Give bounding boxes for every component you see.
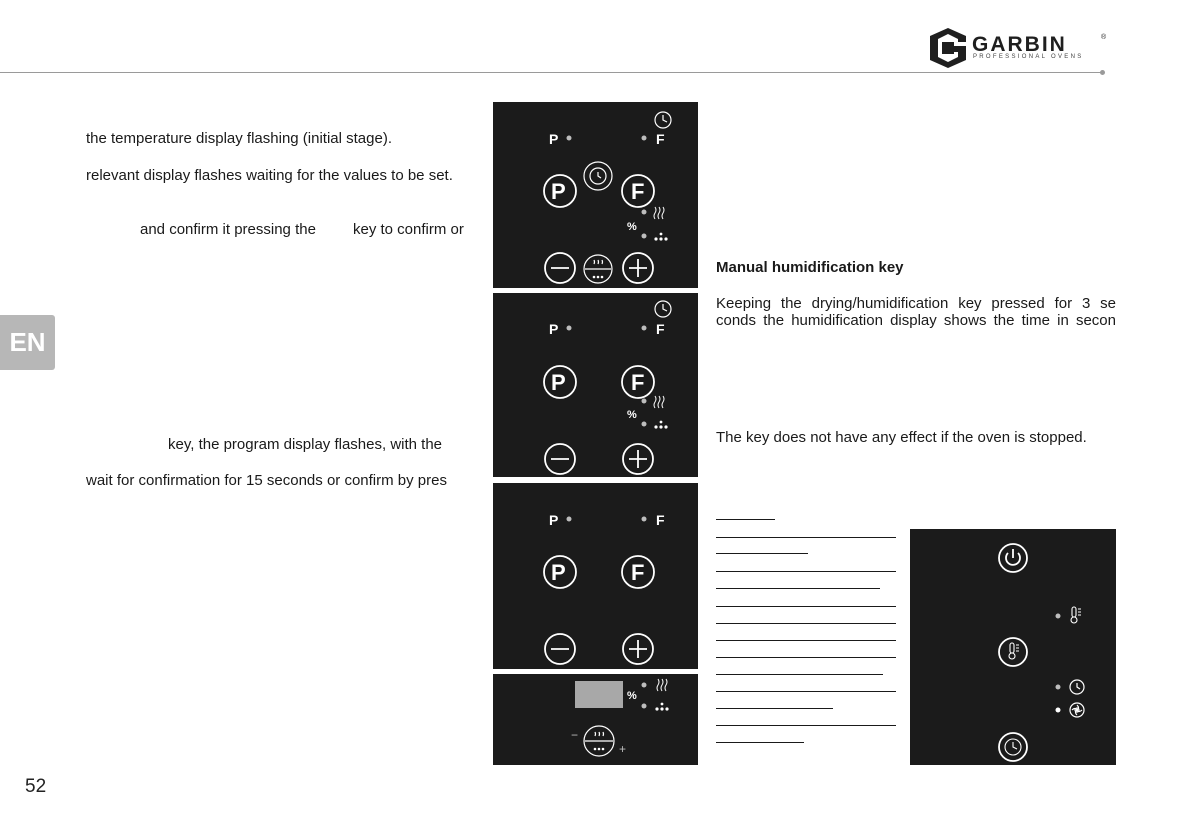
minus-button-icon — [545, 634, 575, 664]
minus-sign: − — [571, 728, 579, 742]
brand-registered-mark: ® — [1101, 34, 1107, 41]
blank-line — [716, 742, 804, 743]
plus-sign: + — [619, 742, 627, 756]
blank-line — [716, 623, 896, 624]
brand-name: GARBIN — [972, 33, 1067, 56]
program-button-label: P — [551, 370, 566, 395]
drying-indicator — [642, 210, 647, 215]
program-button-label: P — [551, 560, 566, 585]
function-label: F — [656, 131, 665, 147]
program-label: P — [549, 131, 559, 147]
temperature-indicator — [1056, 614, 1061, 619]
program-indicator — [567, 326, 572, 331]
plus-button-icon — [623, 444, 653, 474]
power-button-icon — [999, 544, 1027, 572]
temperature-button-icon — [999, 638, 1027, 666]
blank-line — [716, 657, 896, 658]
program-button-label: P — [551, 179, 566, 204]
humidity-indicator — [642, 234, 647, 239]
time-indicator — [1056, 685, 1061, 690]
steam-icon — [654, 396, 664, 408]
body-line-2: relevant display flashes waiting for the values to be set. — [86, 167, 453, 184]
header-divider-dot — [1100, 70, 1105, 75]
steam-icon — [657, 679, 667, 691]
para2: The key does not have any effect if the oven is stopped. — [716, 429, 1087, 446]
blank-line — [716, 691, 896, 692]
droplets-icon — [654, 421, 667, 429]
header-divider — [0, 72, 1103, 73]
body-line-5: wait for confirmation for 15 seconds or confirm by pres — [86, 472, 447, 489]
plus-button-icon — [623, 634, 653, 664]
clock-icon — [655, 112, 671, 128]
control-panel-5 — [910, 529, 1116, 765]
function-label: F — [656, 512, 665, 528]
program-label: P — [549, 512, 559, 528]
function-button-label: F — [631, 179, 645, 204]
droplets-icon — [654, 233, 667, 241]
steam-icon — [654, 207, 664, 219]
control-panel-2 — [493, 293, 698, 477]
function-indicator — [642, 326, 647, 331]
function-indicator — [642, 136, 647, 141]
blank-line — [716, 537, 896, 538]
para1-line2: conds the humidification display shows the time in secon — [716, 312, 1116, 329]
blank-line — [716, 708, 833, 709]
humidification-button-icon — [584, 255, 612, 283]
body-line-4: key, the program display flashes, with the — [168, 436, 443, 453]
program-label: P — [549, 321, 559, 337]
brand-subtitle: PROFESSIONAL OVENS — [973, 54, 1084, 60]
humidification-button-icon — [584, 726, 614, 756]
timer-button-icon — [584, 162, 612, 190]
fan-icon — [1070, 703, 1084, 717]
blank-line — [716, 553, 808, 554]
minus-button-icon — [545, 253, 575, 283]
percent-label: % — [627, 221, 637, 233]
fan-indicator — [1056, 708, 1061, 713]
body-line-1: the temperature display flashing (initial stage). — [86, 130, 392, 147]
function-button-label: F — [631, 370, 645, 395]
page-number: 52 — [25, 776, 47, 797]
droplets-icon — [655, 703, 668, 711]
clock-icon — [1070, 680, 1084, 694]
percent-label: % — [627, 409, 637, 421]
section-heading: Manual humidification key — [716, 259, 904, 276]
blank-line — [716, 725, 896, 726]
humidity-display — [575, 681, 623, 708]
control-panel-3 — [493, 483, 698, 669]
function-button-label: F — [631, 560, 645, 585]
percent-label: % — [627, 690, 637, 702]
language-tab: EN — [0, 315, 55, 370]
program-indicator — [567, 517, 572, 522]
humidity-indicator — [642, 422, 647, 427]
drying-indicator — [642, 683, 647, 688]
blank-line — [716, 606, 896, 607]
program-indicator — [567, 136, 572, 141]
body-line-3: and confirm it pressing the — [140, 221, 316, 238]
thermometer-icon — [1071, 607, 1081, 623]
blank-line — [716, 640, 896, 641]
plus-button-icon — [623, 253, 653, 283]
control-panel-4 — [493, 674, 698, 765]
function-label: F — [656, 321, 665, 337]
function-indicator — [642, 517, 647, 522]
drying-indicator — [642, 399, 647, 404]
humidity-indicator — [642, 704, 647, 709]
blank-line — [716, 588, 880, 589]
blank-line — [716, 519, 775, 520]
blank-line — [716, 674, 883, 675]
body-line-3b: key to confirm or — [353, 221, 464, 238]
minus-button-icon — [545, 444, 575, 474]
blank-line — [716, 571, 896, 572]
clock-icon — [655, 301, 671, 317]
control-panel-1 — [493, 102, 698, 288]
para1-line1: Keeping the drying/humidification key pressed for 3 se — [716, 295, 1116, 312]
